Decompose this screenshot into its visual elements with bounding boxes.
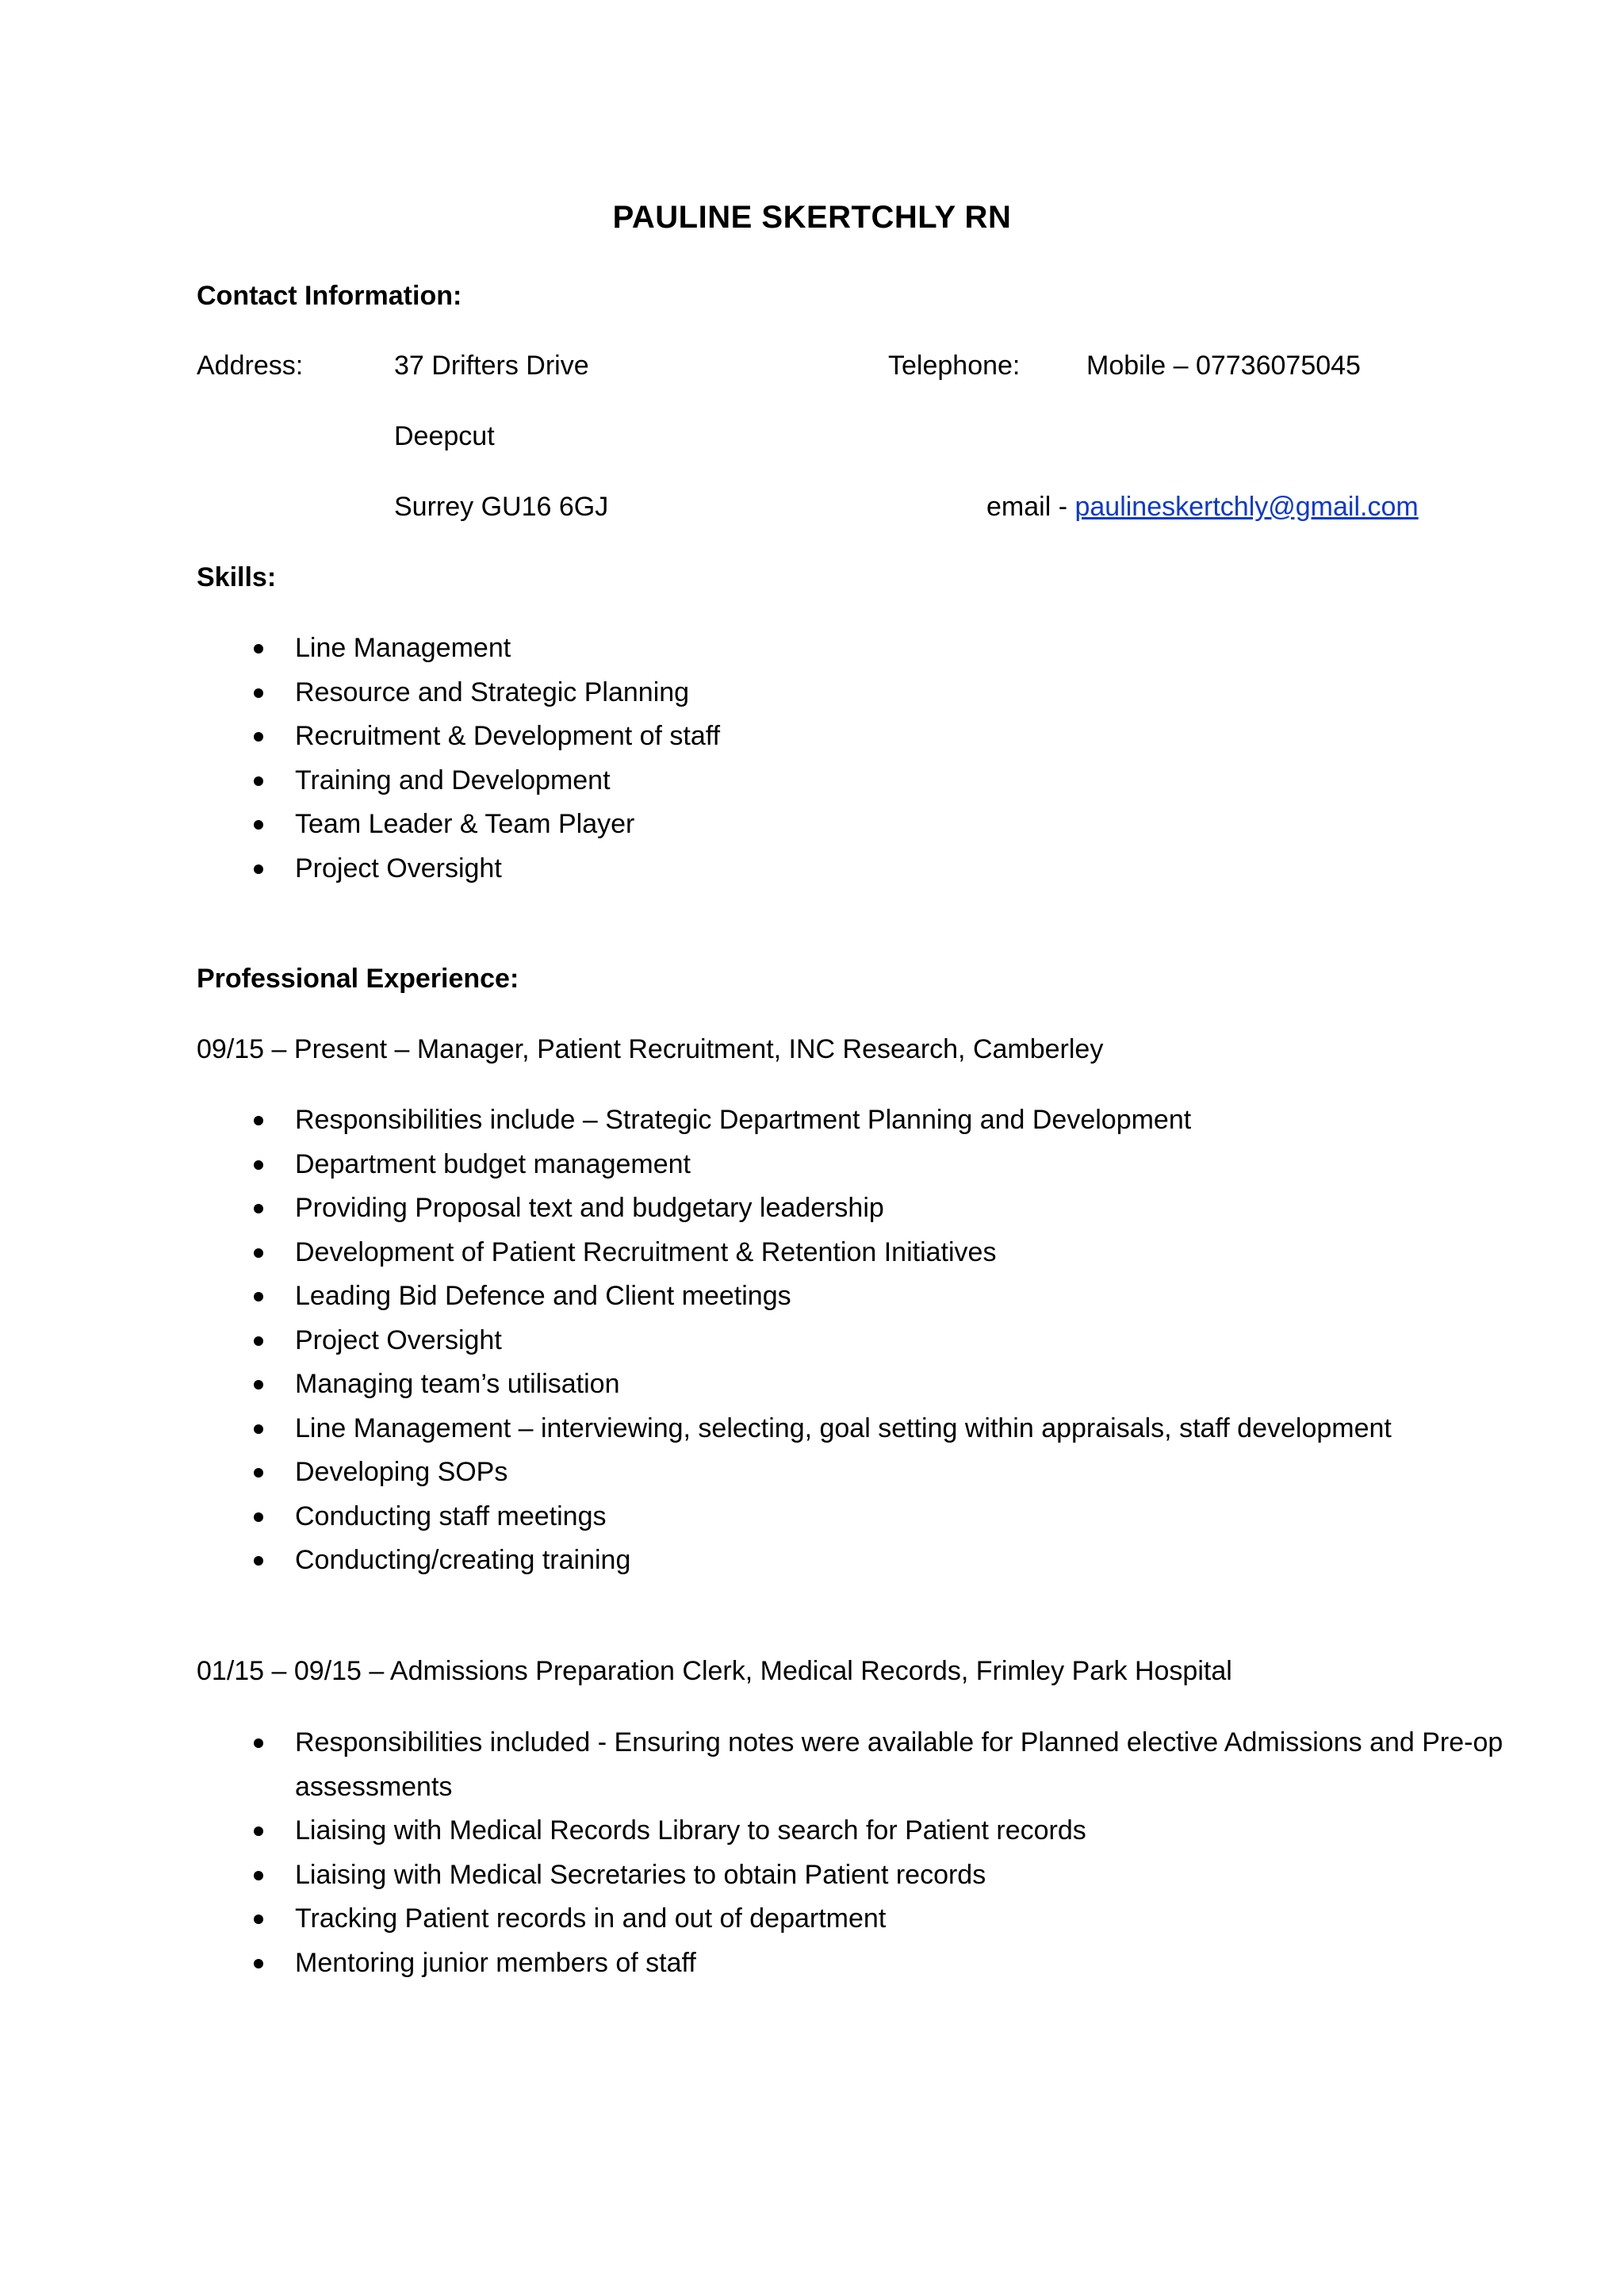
address-line-2: Deepcut bbox=[394, 421, 495, 451]
list-item: Managing team’s utilisation bbox=[197, 1363, 1392, 1407]
list-item: Training and Development bbox=[197, 759, 720, 803]
telephone-value: Mobile – 07736075045 bbox=[1086, 351, 1361, 381]
list-item: Liaising with Medical Secretaries to obtain Patient records bbox=[197, 1853, 1532, 1898]
job-title-1: 09/15 – Present – Manager, Patient Recruitment, INC Research, Camberley bbox=[197, 1034, 1104, 1064]
list-item: Development of Patient Recruitment & Retention Initiatives bbox=[197, 1231, 1392, 1275]
experience-heading: Professional Experience: bbox=[197, 964, 519, 994]
list-item: Liaising with Medical Records Library to search for Patient records bbox=[197, 1809, 1532, 1853]
address-line-3: Surrey GU16 6GJ bbox=[394, 492, 609, 522]
list-item: Line Management – interviewing, selecting, goal setting within appraisals, staff development bbox=[197, 1407, 1392, 1451]
list-item: Department budget management bbox=[197, 1143, 1392, 1187]
list-item: Recruitment & Development of staff bbox=[197, 715, 720, 759]
list-item: Developing SOPs bbox=[197, 1451, 1392, 1495]
list-item: Mentoring junior members of staff bbox=[197, 1941, 1532, 1986]
email-label: email - bbox=[986, 492, 1075, 522]
job-title-2: 01/15 – 09/15 – Admissions Preparation Clerk, Medical Records, Frimley Park Hospital bbox=[197, 1656, 1232, 1686]
list-item: Conducting/creating training bbox=[197, 1539, 1392, 1583]
list-item: Tracking Patient records in and out of department bbox=[197, 1897, 1532, 1941]
email-link[interactable]: paulineskertchly@gmail.com bbox=[1074, 492, 1419, 522]
list-item: Line Management bbox=[197, 627, 720, 671]
list-item: Team Leader & Team Player bbox=[197, 803, 720, 847]
list-item: Conducting staff meetings bbox=[197, 1495, 1392, 1539]
list-item: Responsibilities include – Strategic Department Planning and Development bbox=[197, 1098, 1392, 1143]
address-label: Address: bbox=[197, 351, 304, 381]
list-item: Responsibilities included - Ensuring notes were available for Planned elective Admissions and Pre-op assessments bbox=[197, 1721, 1532, 1809]
list-item: Resource and Strategic Planning bbox=[197, 671, 720, 715]
skills-list bbox=[197, 627, 720, 891]
telephone-label: Telephone: bbox=[888, 351, 1021, 381]
email-line bbox=[986, 492, 1419, 523]
job-1-list bbox=[197, 1098, 1392, 1583]
page-title: PAULINE SKERTCHLY RN bbox=[612, 200, 1012, 235]
list-item: Project Oversight bbox=[197, 847, 720, 891]
list-item: Project Oversight bbox=[197, 1319, 1392, 1363]
job-2-list bbox=[197, 1721, 1532, 1985]
list-item: Leading Bid Defence and Client meetings bbox=[197, 1274, 1392, 1319]
address-line-1: 37 Drifters Drive bbox=[394, 351, 589, 381]
contact-heading: Contact Information: bbox=[197, 281, 462, 311]
skills-heading: Skills: bbox=[197, 562, 277, 592]
list-item: Providing Proposal text and budgetary leadership bbox=[197, 1186, 1392, 1231]
